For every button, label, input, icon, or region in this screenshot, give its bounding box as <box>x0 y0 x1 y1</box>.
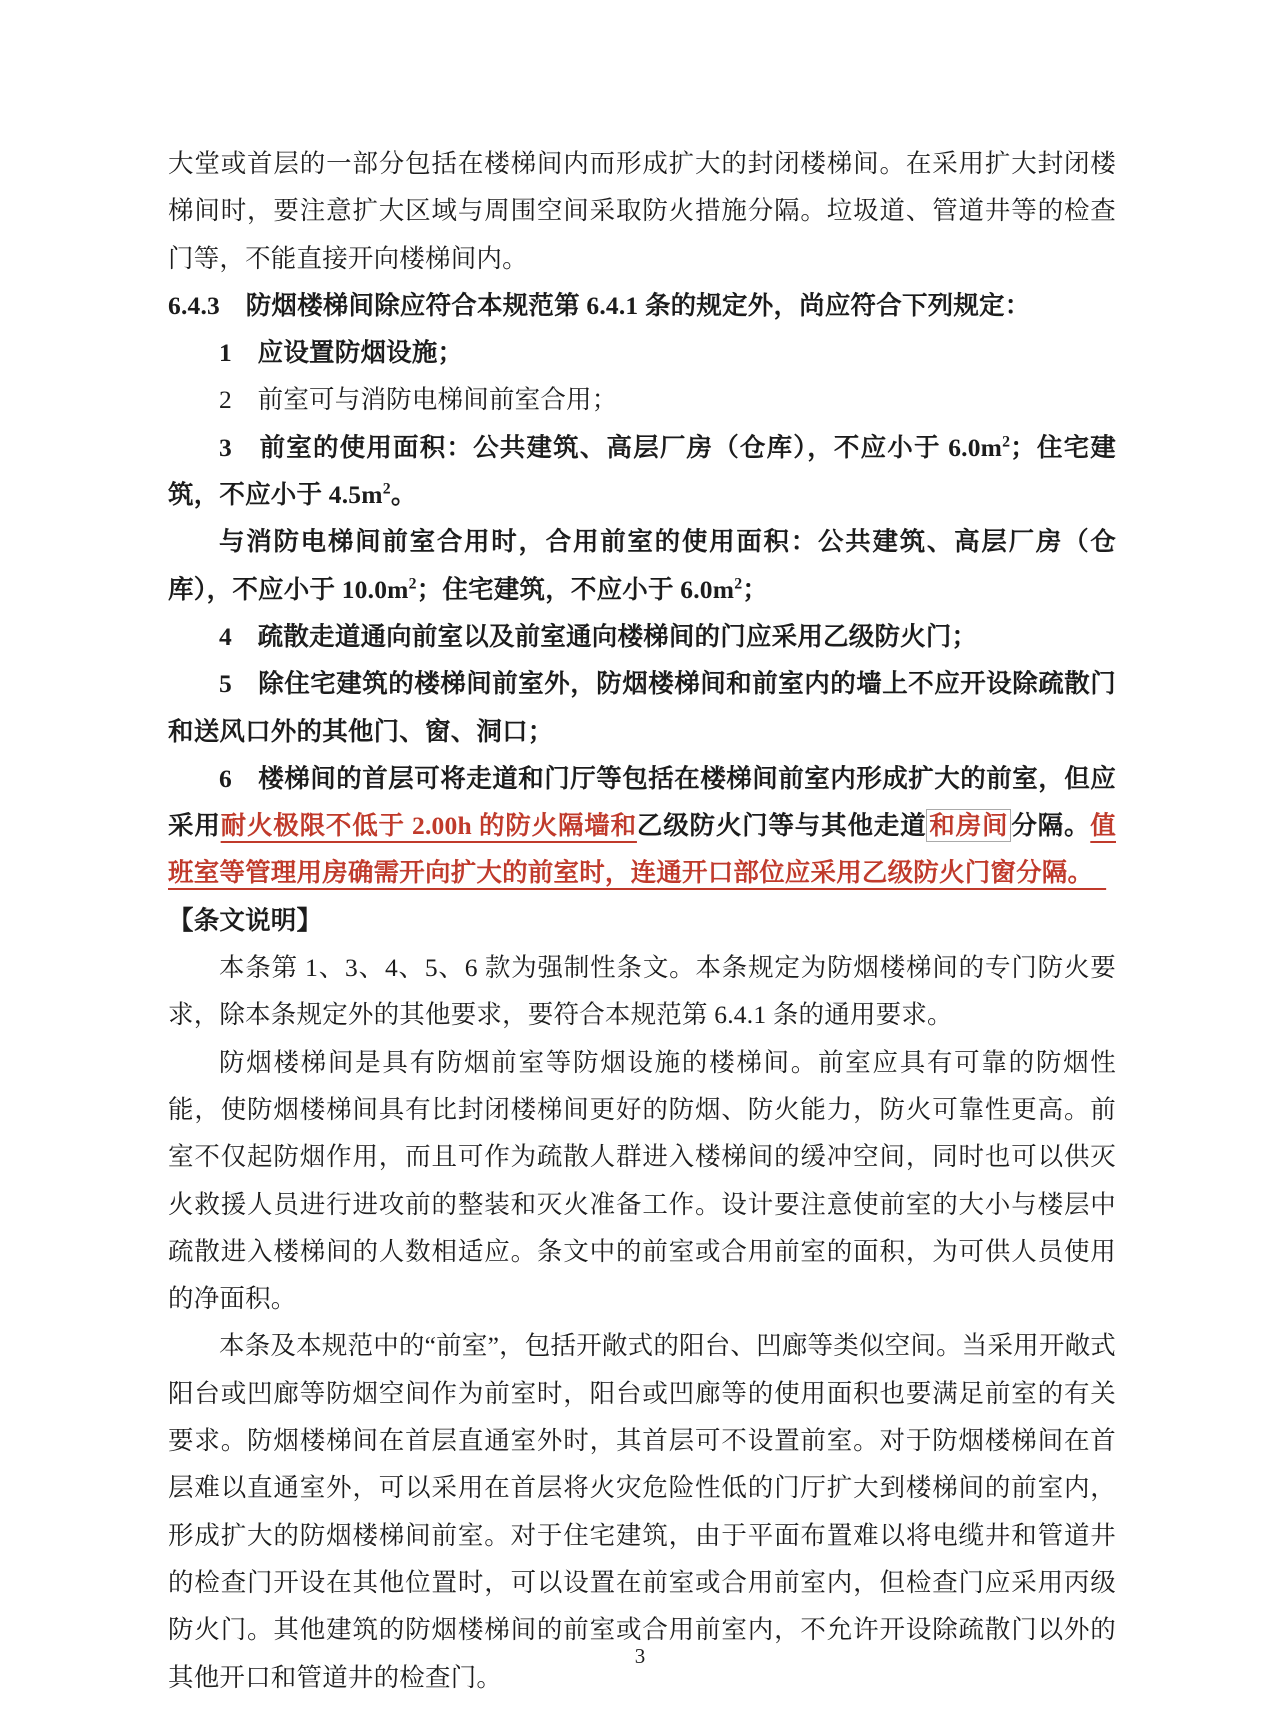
text-run: 与消防电梯间前室合用时，合用前室的使用面积：公共建筑、高层厂房（仓库），不应小于 10.0m <box>168 527 1116 604</box>
text-run: 2 前室可与消防电梯间前室合用； <box>219 385 618 415</box>
clause-6-4-3-heading <box>168 282 1116 329</box>
text-run: 本条第 1、3、4、5、6 款为强制性条文。本条规定为防烟楼梯间的专门防火要求，除本条规定外的其他要求，要符合本规范第 6.4.1 条的通用要求。 <box>168 953 1116 1030</box>
clause-item-1 <box>168 329 1116 376</box>
text-run: 3 前室的使用面积：公共建筑、高层厂房（仓库），不应小于 6.0m <box>219 432 1003 462</box>
commentary-paragraph-2 <box>168 1039 1116 1323</box>
text-run: ；住宅建筑，不应小于 4.5m <box>168 432 1117 510</box>
commentary-heading <box>168 897 1116 944</box>
clause-item-5 <box>168 660 1116 755</box>
commentary-paragraph-1 <box>168 944 1116 1039</box>
clause-item-6 <box>168 755 1116 897</box>
text-run: 【条文说明】 <box>168 905 323 935</box>
document-body <box>168 140 1116 1701</box>
red-box-text: 和房间 <box>926 809 1011 842</box>
superscript: 2 <box>382 480 391 498</box>
continuation-paragraph <box>168 140 1116 282</box>
clause-item-2 <box>168 376 1116 423</box>
page-number: 3 <box>634 1644 646 1668</box>
clause-item-4 <box>168 613 1116 660</box>
red-underline-text: 耐火极限不低于 2.00h 的防火隔墙和 <box>220 811 637 841</box>
text-run: 分隔。 <box>1011 811 1091 841</box>
text-run: 6 楼梯间的首层可将走道和门厅等包括在楼梯间前室内形成扩大的前室，但应采用 <box>168 763 1116 841</box>
text-run: ；住宅建筑，不应小于 6.0m <box>416 574 735 604</box>
text-run: 本条及本规范中的“前室”，包括开敞式的阳台、凹廊等类似空间。当采用开敞式阳台或凹廊等防烟空间作为前室时，阳台或凹廊等的使用面积也要满足前室的有关要求。防烟楼梯间在首层直通室外时，其首层可不设置前室。对于防烟楼梯间在首层难以直通室外，可以采用在首层将火灾危险性低的门厅扩大到楼梯间的前室内，形成扩大的防烟楼梯间前室。对于住宅建筑，由于平面布置难以将电缆井和管道井的检查门开设在其他位置时，可以设置在前室或合用前室内，但检查门应采用丙级防火门。其他建筑的防烟楼梯间的前室或合用前室内，不允许开设除疏散门以外的其他开口和管道井的检查门。 <box>168 1331 1116 1692</box>
text-run: 乙级防火门等与其他走道 <box>636 811 927 841</box>
superscript: 2 <box>734 575 743 593</box>
text-run: 5 除住宅建筑的楼梯间前室外，防烟楼梯间和前室内的墙上不应开设除疏散门和送风口外的其他门、窗、洞口； <box>168 669 1116 746</box>
text-run: ； <box>742 574 769 604</box>
superscript: 2 <box>1002 433 1011 451</box>
clause-item-3 <box>168 424 1116 519</box>
clause-item-3-continued <box>168 518 1116 613</box>
text-run: 1 应设置防烟设施； <box>219 338 464 368</box>
superscript: 2 <box>408 575 417 593</box>
red-underline-text: 值班室等管理用房确需开向扩大的前室时，连通开口部位应采用乙级防火门窗分隔。 <box>168 811 1116 888</box>
text-run: 大堂或首层的一部分包括在楼梯间内而形成扩大的封闭楼梯间。在采用扩大封闭楼梯间时，要注意扩大区域与周围空间采取防火措施分隔。垃圾道、管道井等的检查门等，不能直接开向楼梯间内。 <box>168 149 1116 273</box>
text-run: 。 <box>390 480 417 510</box>
text-run: 4 疏散走道通向前室以及前室通向楼梯间的门应采用乙级防火门； <box>219 621 978 651</box>
text-run: 防烟楼梯间是具有防烟前室等防烟设施的楼梯间。前室应具有可靠的防烟性能，使防烟楼梯间具有比封闭楼梯间更好的防烟、防火能力，防火可靠性更高。前室不仅起防烟作用，而且可作为疏散人群进入楼梯间的缓冲空间，同时也可以供灭火救援人员进行进攻前的整装和灭火准备工作。设计要注意使前室的大小与楼层中疏散进入楼梯间的人数相适应。条文中的前室或合用前室的面积，为可供人员使用的净面积。 <box>168 1047 1116 1314</box>
text-run: 6.4.3 防烟楼梯间除应符合本规范第 6.4.1 条的规定外，尚应符合下列规定： <box>168 290 1031 320</box>
